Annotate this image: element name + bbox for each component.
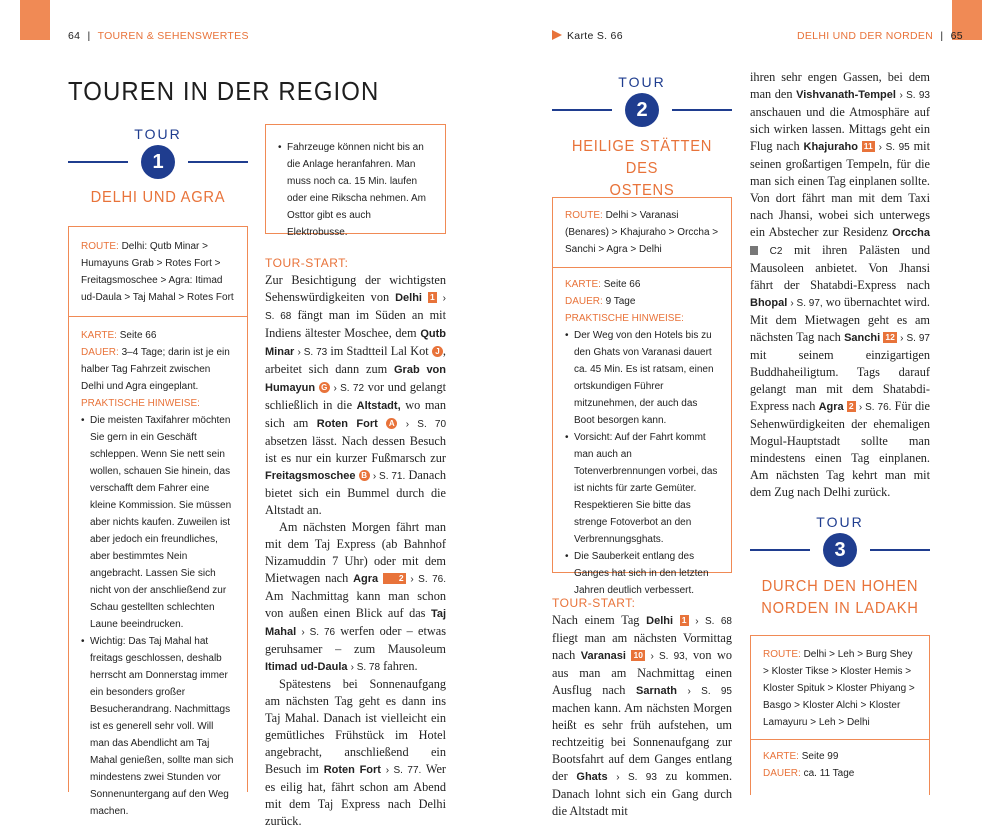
map-badge: 10 xyxy=(633,650,643,660)
tour-1-route: ROUTE: Delhi: Qutb Minar > Humayuns Grab > Rotes Fort > Freitagsmoschee > Agra: Itimad ud-Daula > Taj Mahal > Rotes Fort xyxy=(81,241,234,303)
map-badge: J xyxy=(432,346,443,357)
right-section-title: DELHI UND DER NORDEN xyxy=(797,30,934,42)
page-link[interactable]: › S. 70 xyxy=(405,419,447,430)
place-bhopal[interactable]: Bhopal xyxy=(750,297,788,309)
map-badge: 1 xyxy=(429,292,435,302)
left-page-number: 64 xyxy=(68,30,81,42)
tour-2-dauer: DAUER: 9 Tage xyxy=(565,296,636,307)
map-grid-ref[interactable]: C2 xyxy=(769,246,783,257)
place-orccha[interactable]: Orccha xyxy=(892,227,930,239)
page-link[interactable]: › S. 68 xyxy=(695,616,732,627)
place-rotes-fort[interactable]: Roten Fort xyxy=(316,418,378,430)
map-badge: 11 xyxy=(863,141,873,151)
map-badge: 12 xyxy=(885,332,895,342)
page-link[interactable]: › S. 93 xyxy=(616,772,657,783)
page-link[interactable]: › S. 93, xyxy=(650,651,688,662)
tour-1-details xyxy=(69,316,247,828)
tour-start-heading: TOUR-START: xyxy=(265,256,349,270)
right-page-number: 65 xyxy=(950,30,963,42)
list-item: • Die meisten Taxifahrer möchten Sie gern in ein Geschäft schleppen. Wenn Sie nett sein wollen, schauen Sie hinein, das verschafft dem Fahrer eine kleine Kommission. Sie müssen aber nichts kaufen. Zuweilen ist aber jedoch ein freundliches, aber bestimmtes Nein angebracht. Lassen Sie sich nicht von der anschließend zur Schau gestellten schlechten Laune beeindrucken. xyxy=(81,412,235,633)
list-item: • Vorsicht: Auf der Fahrt kommt man auch an Totenverbrennungen vorbei, das ist nichts für zarte Gemüter. Respektieren Sie bitte das strenge Fotoverbot an den Verbrennungsghats. xyxy=(565,429,719,548)
map-badge: 2 xyxy=(848,401,854,411)
tour-1-info-box xyxy=(68,226,248,817)
list-item: • Die Sauberkeit entlang des Ganges hat sich in den letzten Jahren deutlich verbessert. xyxy=(565,548,719,599)
right-page-header: DELHI UND DER NORDEN | 65 xyxy=(797,30,963,42)
place-itimad[interactable]: Itimad ud-Daula xyxy=(265,661,348,673)
tour-2-route: ROUTE: Delhi > Varanasi (Benares) > Khajuraho > Orccha > Sanchi > Agra > Delhi xyxy=(565,210,719,255)
page-link[interactable]: › S. 71. xyxy=(372,471,406,482)
map-badge: 2 xyxy=(383,573,406,584)
tour-1-hinweise-label: PRAKTISCHE HINWEISE: xyxy=(81,398,200,409)
tour-2-details xyxy=(553,267,731,607)
list-item: • Der Weg von den Hotels bis zu den Ghats von Varanasi dauert ca. 45 Min. Es ist ratsam, einen ortskundigen Führer mitzunehmen, der auch das Boot besorgen kann. xyxy=(565,327,719,429)
map-reference[interactable]: Karte S. 66 xyxy=(552,30,623,42)
tour-word: TOUR xyxy=(816,514,864,530)
map-badge: B xyxy=(359,470,370,481)
arrow-right-icon xyxy=(552,30,562,40)
tour-1-title: DELHI UND AGRA xyxy=(90,189,226,206)
map-badge: 1 xyxy=(681,615,687,625)
tour-3-route: ROUTE: Delhi > Leh > Burg Shey > Kloster Tikse > Kloster Hemis > Kloster Spituk > Kloster Phiyang > Basgo > Kloster Alchi > Kloster Lamayuru > Leh > Delhi xyxy=(763,649,915,728)
place-vishvanath[interactable]: Vishvanath-Tempel xyxy=(796,89,896,101)
map-icon xyxy=(750,246,758,255)
place-varanasi[interactable]: Varanasi xyxy=(580,650,626,662)
page-title: TOUREN IN DER REGION xyxy=(68,76,380,106)
tour-2-description-continued: ihren sehr engen Gassen, bei dem man den Vishvanath-Tempel › S. 93 anschauen und die Atmosphäre auf sich wirken lassen. Mittags geht ein Flug nach Khajuraho 11 › S. 95 mit seinen großartigen Tempeln, für die man sich einen Tag einplanen sollte. Von dort fährt man mit dem Taxi nach Jhansi, wobei sich unterwegs ein Abstecher zur Residenz Orccha C2 mit ihren Palästen und Mausoleen anbietet. Von Jhansi fährt der Shatabdi-Express nach Bhopal › S. 97, wo übernachtet wird. Mit dem Mietwagen geht es am nächsten Tag nach Sanchi 12 › S. 97 mit seinem einzigartigen Buddhaheiligtum. Tags darauf gelangt man mit dem Shatabdi-Express nach Agra 2 › S. 76. Für die Sehenwürdigkeiten der ehemaligen Mogul-Hauptstadt sollte man mindestens einen Tag einplanen. Am nächsten Tag kehrt man mit dem Zug nach Delhi zurück. xyxy=(750,70,931,499)
place-delhi[interactable]: Delhi xyxy=(646,615,674,627)
place-rotes-fort-agra[interactable]: Roten Fort xyxy=(323,764,381,776)
tour-2-description: TOUR-START: Nach einem Tag Delhi 1 › S. 68 fliegt man am nächsten Vormittag nach Varanasi 10 › S. 93, von wo aus man am Nachmittag einen Ausflug nach Sarnath › S. 95 machen kann. Am nächsten Morgen heißt es sehr früh aufstehen, um rechtzeitig bei Sonnenaufgang zur Bootsfahrt auf dem Ganges entlang der Ghats › S. 93 zu kommen. Danach lohnt sich ein Gang durch die Altstadt mit xyxy=(552,596,733,818)
page-link[interactable]: › S. 73 xyxy=(297,347,328,358)
page-link[interactable]: › S. 76. xyxy=(858,402,892,413)
page-link[interactable]: › S. 76. xyxy=(410,574,446,585)
tour-2-hinweise-label: PRAKTISCHE HINWEISE: xyxy=(565,313,684,324)
page-link[interactable]: › S. 97, xyxy=(790,298,823,309)
place-delhi[interactable]: Delhi xyxy=(395,292,422,304)
place-sarnath[interactable]: Sarnath xyxy=(636,685,677,697)
place-khajuraho[interactable]: Khajuraho xyxy=(803,141,858,153)
map-badge: G xyxy=(319,382,330,393)
list-item: • Fahrzeuge können nicht bis an die Anlage heranfahren. Man muss noch ca. 15 Min. laufen oder eine Rikscha nehmen. Am Osttor gibt es auch Elektrobusse. xyxy=(278,139,433,241)
left-page-header: 64 | TOUREN & SEHENSWERTES xyxy=(68,30,249,42)
place-freitagsmoschee[interactable]: Freitagsmoschee xyxy=(265,470,356,482)
tour-3-badge xyxy=(750,514,930,570)
place-sanchi[interactable]: Sanchi xyxy=(844,332,881,344)
tour-3-details xyxy=(751,739,929,790)
tour-1-karte: KARTE: Seite 66 xyxy=(81,330,157,341)
tour-2-number: 2 xyxy=(625,93,659,127)
tour-3-title: DURCH DEN HOHEN NORDEN IN LADAKH xyxy=(761,578,919,617)
tour-2-info-box xyxy=(552,197,732,596)
page-link[interactable]: › S. 93 xyxy=(899,90,930,101)
list-item: • Wichtig: Das Taj Mahal hat freitags geschlossen, deshalb herrscht am Donnerstag immer ein besonders großer Besucherandrang. Nachmittags ist es generell sehr voll. Will man das Abendlicht am Taj Mahal genießen, sollte man sich mindestens zwei Stunden vor Sonnenuntergang auf den Weg machen. xyxy=(81,633,235,820)
page-link[interactable]: › S. 76 xyxy=(301,627,336,638)
page-link[interactable]: › S. 78 xyxy=(350,662,381,673)
tour-1-number: 1 xyxy=(141,145,175,179)
place-humayun[interactable]: Grab von Humayun xyxy=(265,364,446,394)
page-link[interactable]: › S. 95 xyxy=(878,142,910,153)
page-link[interactable]: › S. 97 xyxy=(900,333,930,344)
left-corner-tab xyxy=(20,0,50,40)
tour-2-karte: KARTE: Seite 66 xyxy=(565,279,641,290)
page-link[interactable]: › S. 68 xyxy=(265,293,447,322)
tour-3-karte: KARTE: Seite 99 xyxy=(763,751,839,762)
tour-3-dauer: DAUER: ca. 11 Tage xyxy=(763,768,855,779)
place-altstadt[interactable]: Altstadt, xyxy=(356,400,401,412)
tour-start-heading: TOUR-START: xyxy=(552,596,636,610)
tour-2-badge xyxy=(552,74,732,130)
tour-word: TOUR xyxy=(618,74,666,90)
tour-1-hinweise-continued xyxy=(265,124,446,238)
page-link[interactable]: › S. 72 xyxy=(333,383,365,394)
page-link[interactable]: › S. 95 xyxy=(687,686,732,697)
tour-3-number: 3 xyxy=(823,533,857,567)
tour-word: TOUR xyxy=(134,126,182,142)
place-agra[interactable]: Agra xyxy=(353,573,379,585)
place-agra[interactable]: Agra xyxy=(818,401,844,413)
left-section-title: TOUREN & SEHENSWERTES xyxy=(97,30,249,42)
page-link[interactable]: › S. 77. xyxy=(385,765,422,776)
tour-1-description: TOUR-START: Zur Besichtigung der wichtigsten Sehenswürdigkeiten von Delhi 1 › S. 68 fängt man im Süden an mit Indiens ältester Moschee, dem Qutb Minar › S. 73 im Stadtteil Lal Kot J , arbeitet sich dann zum Grab von Humayun G › S. 72 vor und gelangt schließlich in die Altstadt, wo man sich am Roten Fort A › S. 70 absetzen lässt. Nach dessen Besuch ist es nur ein kurzer Fußmarsch zur Freitagsmoschee B › S. 71. Danach bietet sich ein Bummel durch die Altstadt an. Am nächsten Morgen fährt man mit dem Taj Express (ab Bahnhof Nizamuddin 7 Uhr) oder mit dem Mietwagen nach Agra 2 › S. 76. Am Nachmittag kann man schon von außen einen Blick auf das Taj Mahal › S. 76 werfen oder – etwas geruhsamer – zum Mausoleum Itimad ud-Daula › S. 78 fahren. Spätestens bei Sonnenaufgang am nächsten Tag geht es dann ins Taj Mahal. Danach ist vielleicht ein gemütliches Frühstück im Hotel angebracht, anschließend ein Besuch im Roten Fort › S. 77. Wer es eilig hat, fährt schon am Abend mit dem Taj Express nach Delhi zurück. xyxy=(265,256,447,828)
place-taj-mahal[interactable]: Taj Mahal xyxy=(265,608,447,638)
tour-2-title: HEILIGE STÄTTEN DES OSTENS xyxy=(571,138,713,199)
place-qutb-minar[interactable]: Qutb Minar xyxy=(265,328,446,358)
place-ghats[interactable]: Ghats xyxy=(576,771,608,783)
map-badge: A xyxy=(386,418,397,429)
tour-3-info-box xyxy=(750,635,930,795)
tour-1-badge xyxy=(68,126,248,182)
tour-1-dauer: DAUER: 3–4 Tage; darin ist je ein halber Tag Fahrzeit zwischen Delhi und Agra eingeplant. xyxy=(81,347,230,392)
